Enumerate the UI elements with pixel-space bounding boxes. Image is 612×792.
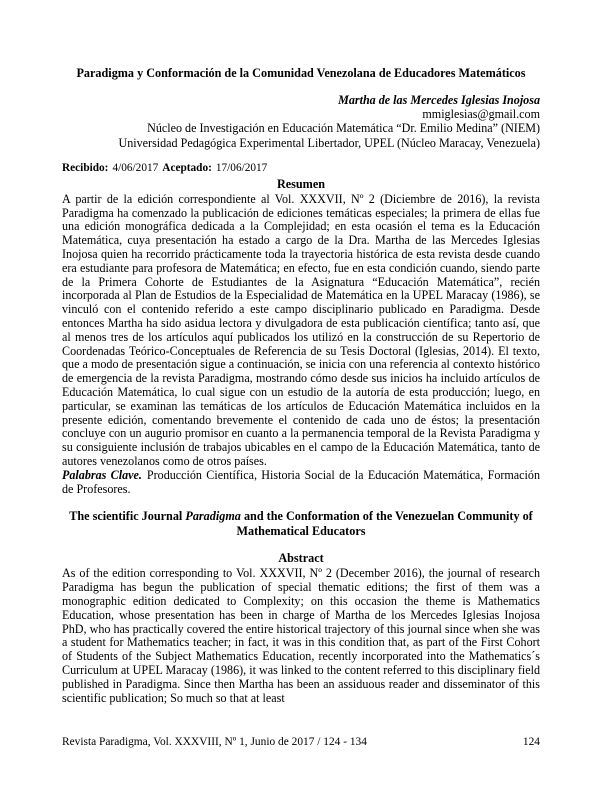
abstract-body: As of the edition corresponding to Vol. XXXVII, Nº 2 (December 2016), the journal of research Paradigma has begun the publication of special thematic editions; the first of them was a monographic edition dedicated to Complexity; on this occasion the theme is Mathematics Education, whose presentation has been in charge of Martha de los Mercedes Iglesias Inojosa PhD, who has practically covered the entire historical trajectory of this journal since when she was a student for Mathematics teacher; in fact, it was in this condition that, as part of the First Cohort of Students of the Subject Mathematics Education, recently incorporated into the Mathematics´s Curriculum at UPEL Maracay (1986), it was linked to the content referred to this disciplinary field published in Paradigma. Since then Martha has been an assiduous reader and disseminator of this scientific publication; So much so that at least (62, 566, 540, 705)
author-affiliation-1: Núcleo de Investigación en Educación Matemática “Dr. Emilio Medina” (NIEM) (147, 121, 540, 136)
keywords-text: Producción Científica, Historia Social de la Educación Matemática, Formación de Profesores. (62, 467, 540, 496)
author-email: mmiglesias@gmail.com (422, 107, 540, 122)
keywords-label: Palabras Clave. (62, 467, 142, 482)
footer-page-number: 124 (522, 736, 540, 748)
resumen-heading: Resumen (276, 176, 326, 191)
resumen-body: A partir de la edición correspondiente al Vol. XXXVII, Nº 2 (Diciembre de 2016), la revista Paradigma ha comenzado la publicación de ediciones temáticas especiales; la primera de ellas fue una edición monográfica dedicada a la Complejidad; en esta ocasión el tema es la Educación Matemática, cuya presentación ha estado a cargo de la Dra. Martha de las Mercedes Iglesias Inojosa quien ha recorrido prácticamente toda la trayectoria histórica de esta revista desde cuando era estudiante para profesora de Matemática; en efecto, fue en esta condición cuando, siendo parte de la Primera Cohorte de Estudiantes de la Asignatura “Educación Matemática”, recién incorporada al Plan de Estudios de la Especialidad de Matemática en la UPEL Maracay (1986), se vinculó con el contenido referido a este campo disciplinario publicado en Paradigma. Desde entonces Martha ha sido asidua lectora y divulgadora de esta publicación científica; tanto así, que al menos tres de los artículos aquí publicados los utilizó en la construcción de su Repertorio de Coordenadas Teórico-Conceptuales de Referencia de su Tesis Doctoral (Iglesias, 2014). El texto, que a modo de presentación sigue a continuación, se inicia con una referencia al contexto histórico de emergencia de la revista Paradigma, mostrando cómo desde sus inicios ha incluido artículos de Educación Matemática, lo cual sigue con un estudio de la autoría de esta producción; luego, en particular, se examinan las temáticas de los artículos de Educación Matemática incluidos en la presente edición, comentando brevemente el contenido de cada uno de éstos; la presentación concluye con un augurio promisor en cuanto a la permanencia temporal de la Revista Paradigma y su consiguiente inclusión de trabajos ubicables en el campo de la Educación Matemática, tanto de autores venezolanos como de otros países. (62, 191, 540, 468)
article-title-es: Paradigma y Conformación de la Comunidad Venezolana de Educadores Matemáticos (76, 66, 526, 80)
article-title-en (62, 509, 540, 539)
title-en-prefix: The scientific Journal (69, 509, 186, 524)
footer-journal-line: Revista Paradigma, Vol. XXXVIII, Nº 1, Junio de 2017 / 124 - 134 (62, 736, 367, 748)
author-name: Martha de las Mercedes Iglesias Inojosa (338, 93, 540, 107)
title-en-journal-name: Paradigma (185, 509, 241, 524)
received-accepted-line (62, 162, 540, 175)
abstract-heading: Abstract (278, 551, 324, 566)
title-en-suffix: and the Conformation of the Venezuelan Community of Mathematical Educators (236, 509, 533, 539)
keywords-line (62, 469, 540, 497)
author-affiliation-2: Universidad Pedagógica Experimental Libertador, UPEL (Núcleo Maracay, Venezuela) (118, 135, 540, 150)
author-block (62, 93, 540, 150)
accepted-date: 17/06/2017 (215, 161, 268, 174)
received-label: Recibido: (62, 161, 109, 174)
accepted-label: Aceptado: (162, 161, 212, 174)
page-footer (62, 736, 540, 749)
received-date: 4/06/2017 (112, 161, 159, 174)
